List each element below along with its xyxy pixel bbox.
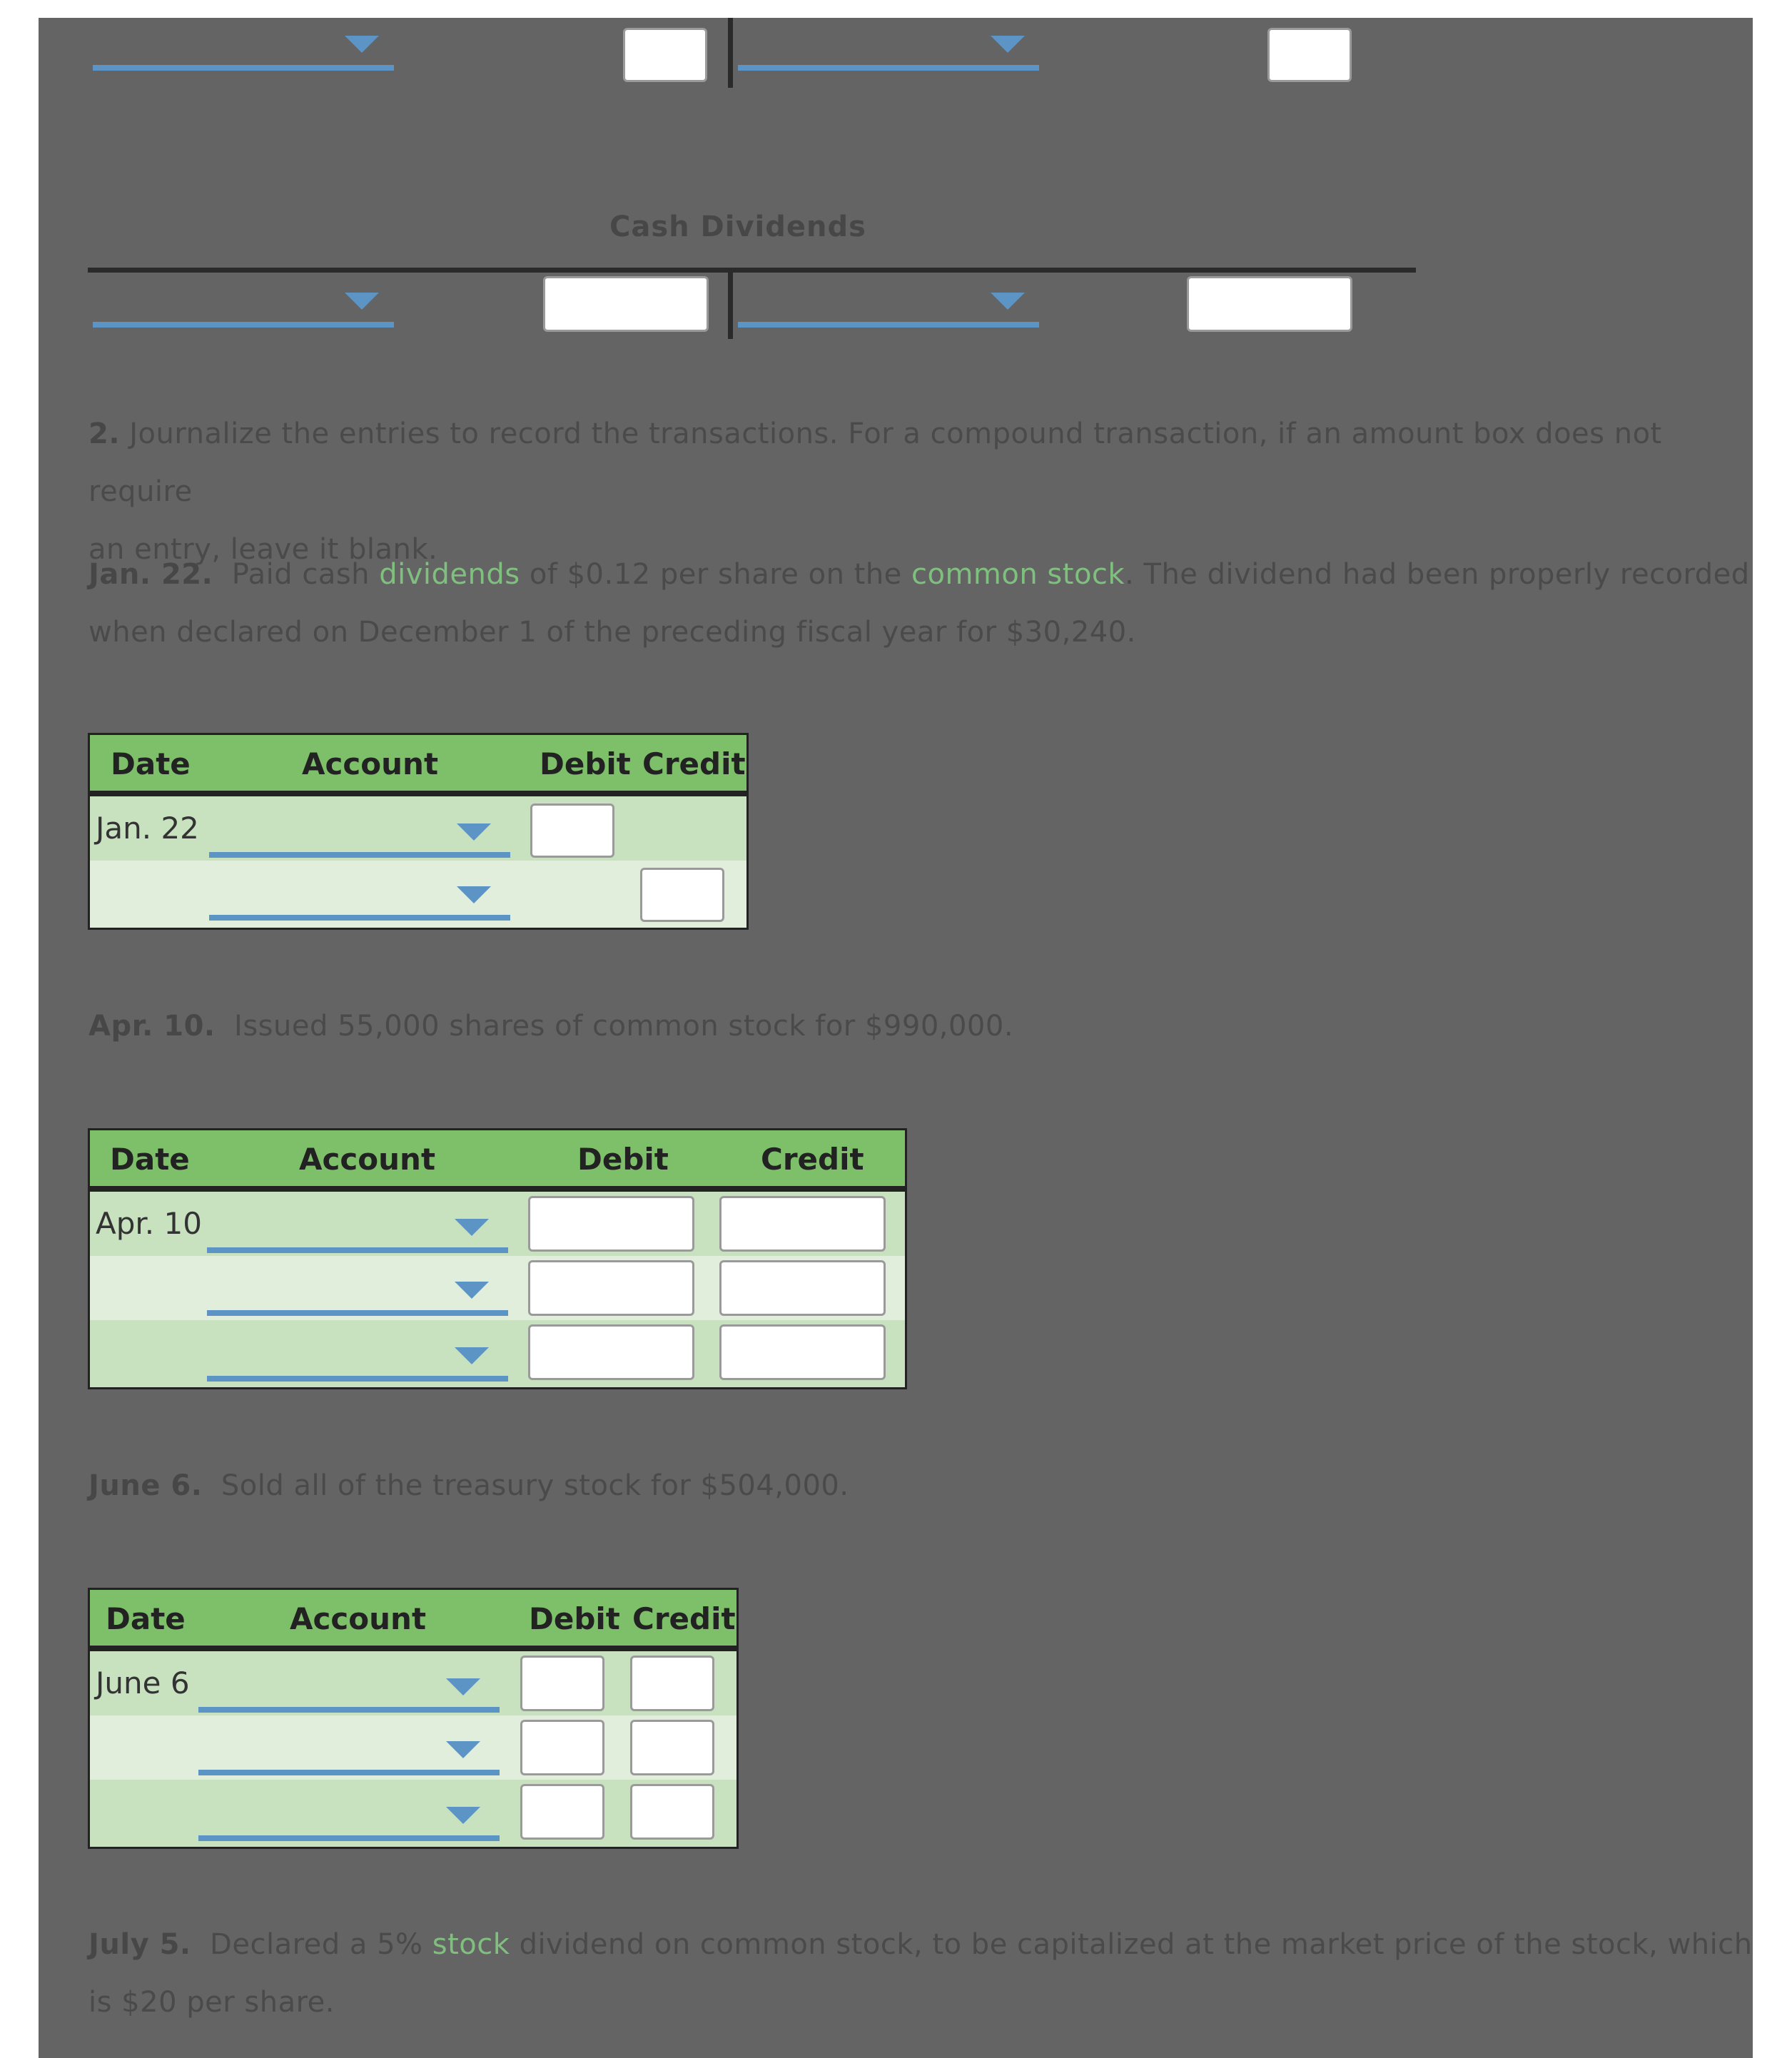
transaction-label: July 5. bbox=[88, 1928, 191, 1961]
header-date: Date bbox=[106, 1601, 186, 1636]
transaction-text: Sold all of the treasury stock for $504,000. bbox=[221, 1469, 849, 1502]
debit-input[interactable] bbox=[520, 1720, 604, 1775]
table-row bbox=[90, 1715, 736, 1780]
amount-input-right[interactable] bbox=[1187, 276, 1352, 332]
debit-input[interactable] bbox=[530, 804, 614, 858]
chevron-down-icon[interactable] bbox=[446, 1741, 480, 1758]
debit-input[interactable] bbox=[520, 1656, 604, 1711]
header-account: Account bbox=[299, 1142, 436, 1177]
credit-input[interactable] bbox=[630, 1656, 714, 1711]
table-row bbox=[90, 861, 746, 928]
journal-table-apr10 bbox=[88, 1128, 907, 1389]
account-dropdown[interactable] bbox=[198, 1835, 500, 1841]
transaction-text: Paid cash bbox=[231, 558, 380, 591]
transaction-jan22 bbox=[88, 546, 1758, 662]
credit-input[interactable] bbox=[640, 868, 724, 922]
question-panel bbox=[39, 18, 1753, 2058]
transaction-text: is $20 per share. bbox=[88, 1986, 335, 2019]
date-cell: Apr. 10 bbox=[96, 1206, 202, 1241]
transaction-label: Apr. 10. bbox=[88, 1010, 216, 1043]
transaction-july5 bbox=[88, 1916, 1758, 2032]
header-credit: Credit bbox=[642, 746, 746, 781]
transaction-text: when declared on December 1 of the preceding fiscal year for $30,240. bbox=[88, 616, 1136, 649]
header-credit: Credit bbox=[632, 1601, 736, 1636]
chevron-down-icon[interactable] bbox=[455, 1282, 489, 1299]
account-dropdown-right[interactable] bbox=[738, 65, 1039, 71]
part-number: 2. bbox=[88, 417, 121, 450]
account-dropdown[interactable] bbox=[209, 852, 510, 858]
chevron-down-icon[interactable] bbox=[345, 36, 379, 53]
account-dropdown[interactable] bbox=[198, 1707, 500, 1713]
header-debit: Debit bbox=[577, 1142, 669, 1177]
journal-table-june6 bbox=[88, 1588, 739, 1849]
transaction-label: Jan. 22. bbox=[88, 558, 213, 591]
transaction-text: dividend on common stock, to be capitalized at the market price of the stock, which bbox=[510, 1928, 1753, 1961]
table-row bbox=[90, 796, 746, 861]
header-debit: Debit bbox=[529, 1601, 620, 1636]
chevron-down-icon[interactable] bbox=[446, 1807, 480, 1824]
header-account: Account bbox=[290, 1601, 427, 1636]
credit-input[interactable] bbox=[719, 1260, 886, 1316]
header-date: Date bbox=[111, 746, 191, 781]
chevron-down-icon[interactable] bbox=[457, 823, 491, 841]
credit-input[interactable] bbox=[719, 1324, 886, 1380]
chevron-down-icon[interactable] bbox=[991, 36, 1025, 53]
transaction-text: Declared a 5% bbox=[210, 1928, 432, 1961]
table-header bbox=[90, 735, 746, 796]
credit-input[interactable] bbox=[719, 1196, 886, 1252]
t-account-title: Cash Dividends bbox=[609, 211, 866, 243]
date-cell: June 6 bbox=[96, 1666, 190, 1700]
amount-input-left[interactable] bbox=[543, 276, 709, 332]
header-credit: Credit bbox=[761, 1142, 864, 1177]
transaction-june6 bbox=[88, 1457, 1758, 1515]
header-date: Date bbox=[110, 1142, 190, 1177]
credit-input[interactable] bbox=[630, 1720, 714, 1775]
header-debit: Debit bbox=[540, 746, 631, 781]
table-row bbox=[90, 1320, 905, 1387]
amount-input-right[interactable] bbox=[1267, 28, 1352, 82]
chevron-down-icon[interactable] bbox=[455, 1219, 489, 1236]
header-account: Account bbox=[302, 746, 439, 781]
table-row bbox=[90, 1192, 905, 1256]
account-dropdown[interactable] bbox=[207, 1247, 508, 1253]
date-cell: Jan. 22 bbox=[96, 811, 199, 846]
table-row bbox=[90, 1780, 736, 1847]
amount-input-left[interactable] bbox=[623, 28, 707, 82]
table-header bbox=[90, 1590, 736, 1651]
glossary-link-stock[interactable]: stock bbox=[432, 1928, 510, 1961]
table-header bbox=[90, 1130, 905, 1192]
account-dropdown-left[interactable] bbox=[93, 65, 394, 71]
instruction-text: Journalize the entries to record the transactions. For a compound transaction, if an amount box does not require bbox=[88, 417, 1662, 508]
credit-input[interactable] bbox=[630, 1784, 714, 1840]
transaction-text: . The dividend had been properly recorded bbox=[1125, 558, 1750, 591]
account-dropdown[interactable] bbox=[209, 915, 510, 921]
chevron-down-icon[interactable] bbox=[455, 1347, 489, 1364]
t-account-divider bbox=[728, 270, 733, 339]
glossary-link-dividends[interactable]: dividends bbox=[379, 558, 520, 591]
t-account-top-line bbox=[88, 268, 1416, 273]
account-dropdown[interactable] bbox=[207, 1376, 508, 1382]
debit-input[interactable] bbox=[520, 1784, 604, 1840]
transaction-text: of $0.12 per share on the bbox=[520, 558, 911, 591]
instruction-text: an entry, leave it blank. bbox=[88, 533, 438, 566]
chevron-down-icon[interactable] bbox=[991, 293, 1025, 310]
debit-input[interactable] bbox=[528, 1260, 694, 1316]
account-dropdown-right[interactable] bbox=[738, 322, 1039, 328]
glossary-link-common-stock[interactable]: common stock bbox=[911, 558, 1125, 591]
table-row bbox=[90, 1256, 905, 1320]
chevron-down-icon[interactable] bbox=[345, 293, 379, 310]
debit-input[interactable] bbox=[528, 1196, 694, 1252]
account-dropdown-left[interactable] bbox=[93, 322, 394, 328]
account-dropdown[interactable] bbox=[198, 1770, 500, 1775]
transaction-apr10 bbox=[88, 998, 1758, 1055]
table-row bbox=[90, 1651, 736, 1715]
account-dropdown[interactable] bbox=[207, 1310, 508, 1316]
transaction-text: Issued 55,000 shares of common stock for $990,000. bbox=[234, 1010, 1014, 1043]
transaction-label: June 6. bbox=[88, 1469, 203, 1502]
journal-table-jan22 bbox=[88, 733, 749, 930]
debit-input[interactable] bbox=[528, 1324, 694, 1380]
chevron-down-icon[interactable] bbox=[446, 1678, 480, 1695]
t-account-divider bbox=[728, 18, 733, 88]
chevron-down-icon[interactable] bbox=[457, 886, 491, 903]
